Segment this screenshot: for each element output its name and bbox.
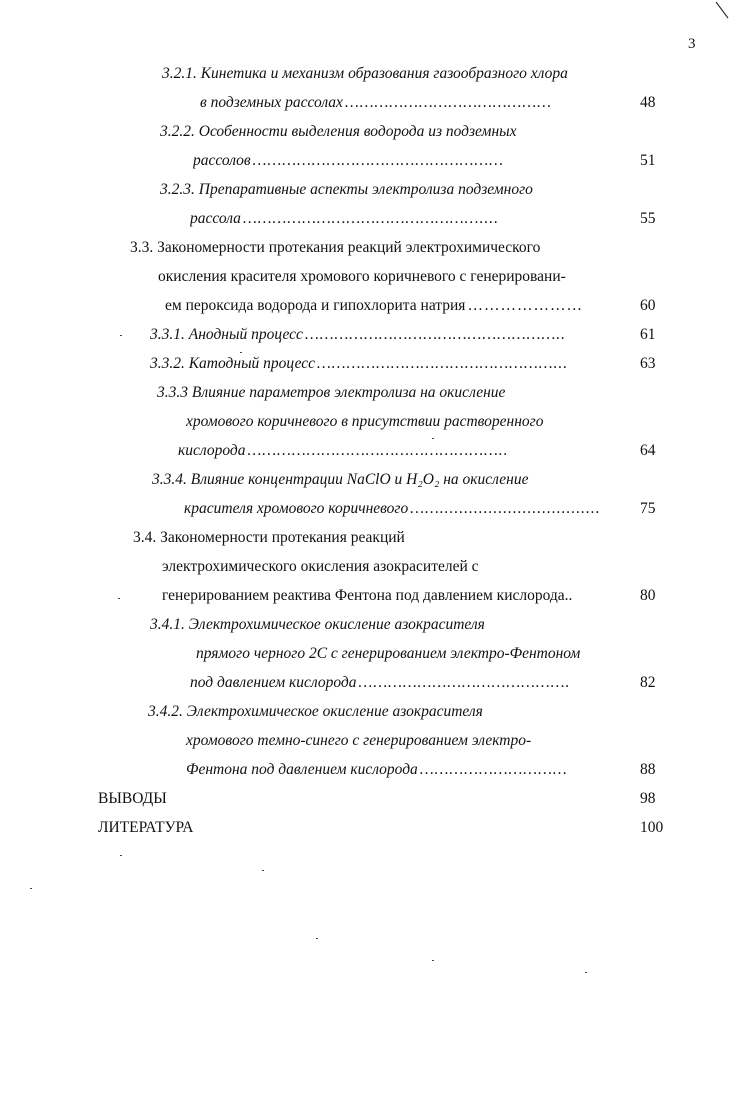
toc-page-88: 88	[640, 761, 656, 778]
toc-entry-3-2-3-line-2: рассола …………………………………………....	[190, 210, 499, 227]
toc-entry-3-4-2-line-2: хромового темно-синего с генерированием электро-	[186, 732, 532, 749]
toc-entry-3-4-2-line-1: 3.4.2. Электрохимическое окисление азокрасителя	[148, 703, 483, 720]
toc-page-100: 100	[640, 819, 664, 836]
toc-entry-conclusions: ВЫВОДЫ	[98, 790, 167, 807]
toc-entry-3-3-3-line-1: 3.3.3 Влияние параметров электролиза на окисление	[157, 384, 506, 401]
scan-speck	[316, 938, 318, 939]
toc-page-48: 48	[640, 94, 656, 111]
toc-entry-3-4-1-line-2: прямого черного 2С с генерированием электро-Фентоном	[196, 645, 581, 662]
toc-entry-3-4-line-1: 3.4. Закономерности протекания реакций	[133, 529, 405, 546]
toc-entry-3-2-3-line-1: 3.2.3. Препаративные аспекты электролиза подземного	[160, 181, 533, 198]
toc-entry-3-3-2: 3.3.2. Катодный процесс …………………………………………...	[150, 355, 569, 372]
toc-page-61: 61	[640, 326, 656, 343]
toc-entry-3-3-1: 3.3.1. Анодный процесс ……………………………………………..	[150, 326, 566, 343]
toc-page-63: 63	[640, 355, 656, 372]
scan-speck	[120, 335, 122, 336]
toc-entry-3-3-line-2: окисления красителя хромового коричневого с генерировани-	[158, 268, 566, 285]
toc-entry-3-4-line-3: генерированием реактива Фентона под давлением кислорода..	[162, 587, 573, 604]
toc-page-82: 82	[640, 674, 656, 691]
toc-entry-3-2-1-line-1: 3.2.1. Кинетика и механизм образования газообразного хлора	[162, 65, 568, 82]
toc-page-75: 75	[640, 500, 656, 517]
scan-speck	[120, 855, 122, 856]
toc-entry-3-3-line-3: ем пероксида водорода и гипохлорита натрия …………………	[165, 297, 583, 314]
toc-page-80: 80	[640, 587, 656, 604]
scan-speck	[432, 438, 434, 439]
toc-entry-3-4-1-line-1: 3.4.1. Электрохимическое окисление азокрасителя	[150, 616, 485, 633]
toc-entry-references: ЛИТЕРАТУРА	[98, 819, 194, 836]
toc-entry-3-4-1-line-3: под давлением кислорода …………………………………….	[190, 674, 571, 691]
scan-speck	[262, 870, 264, 871]
toc-entry-3-2-1-line-2: в подземных рассолах ……………………………………	[200, 94, 552, 111]
scan-speck	[30, 888, 32, 889]
scan-corner-mark	[712, 0, 733, 22]
toc-entry-3-2-2-line-1: 3.2.2. Особенности выделения водорода из подземных	[160, 123, 517, 140]
toc-page-60: 60	[640, 297, 656, 314]
scan-speck	[240, 352, 242, 353]
scan-speck	[118, 598, 120, 599]
scan-speck	[432, 960, 434, 961]
toc-page-51: 51	[640, 152, 656, 169]
toc-entry-3-3-4-line-1: 3.3.4. Влияние концентрации NaClO и H₂O₂ на окисление	[152, 471, 529, 488]
toc-entry-3-2-2-line-2: рассолов ……………………………………………	[193, 152, 504, 169]
scan-speck	[585, 972, 587, 973]
toc-entry-3-3-3-line-2: хромового коричневого в присутствии растворенного	[186, 413, 544, 430]
toc-entry-3-3-4-line-2: красителя хромового коричневого …….................................	[184, 500, 601, 517]
toc-entry-3-3-line-1: 3.3. Закономерности протекания реакций электрохимического	[130, 239, 541, 256]
toc-page-55: 55	[640, 210, 656, 227]
page-number: 3	[688, 36, 696, 52]
toc-entry-3-4-line-2: электрохимического окисления азокрасителей с	[162, 558, 479, 575]
toc-entry-3-4-2-line-3: Фентона под давлением кислорода …………………………	[186, 761, 568, 778]
toc-page-98: 98	[640, 790, 656, 807]
toc-page-64: 64	[640, 442, 656, 459]
toc-entry-3-3-3-line-3: кислорода ……………………………………………..	[178, 442, 509, 459]
